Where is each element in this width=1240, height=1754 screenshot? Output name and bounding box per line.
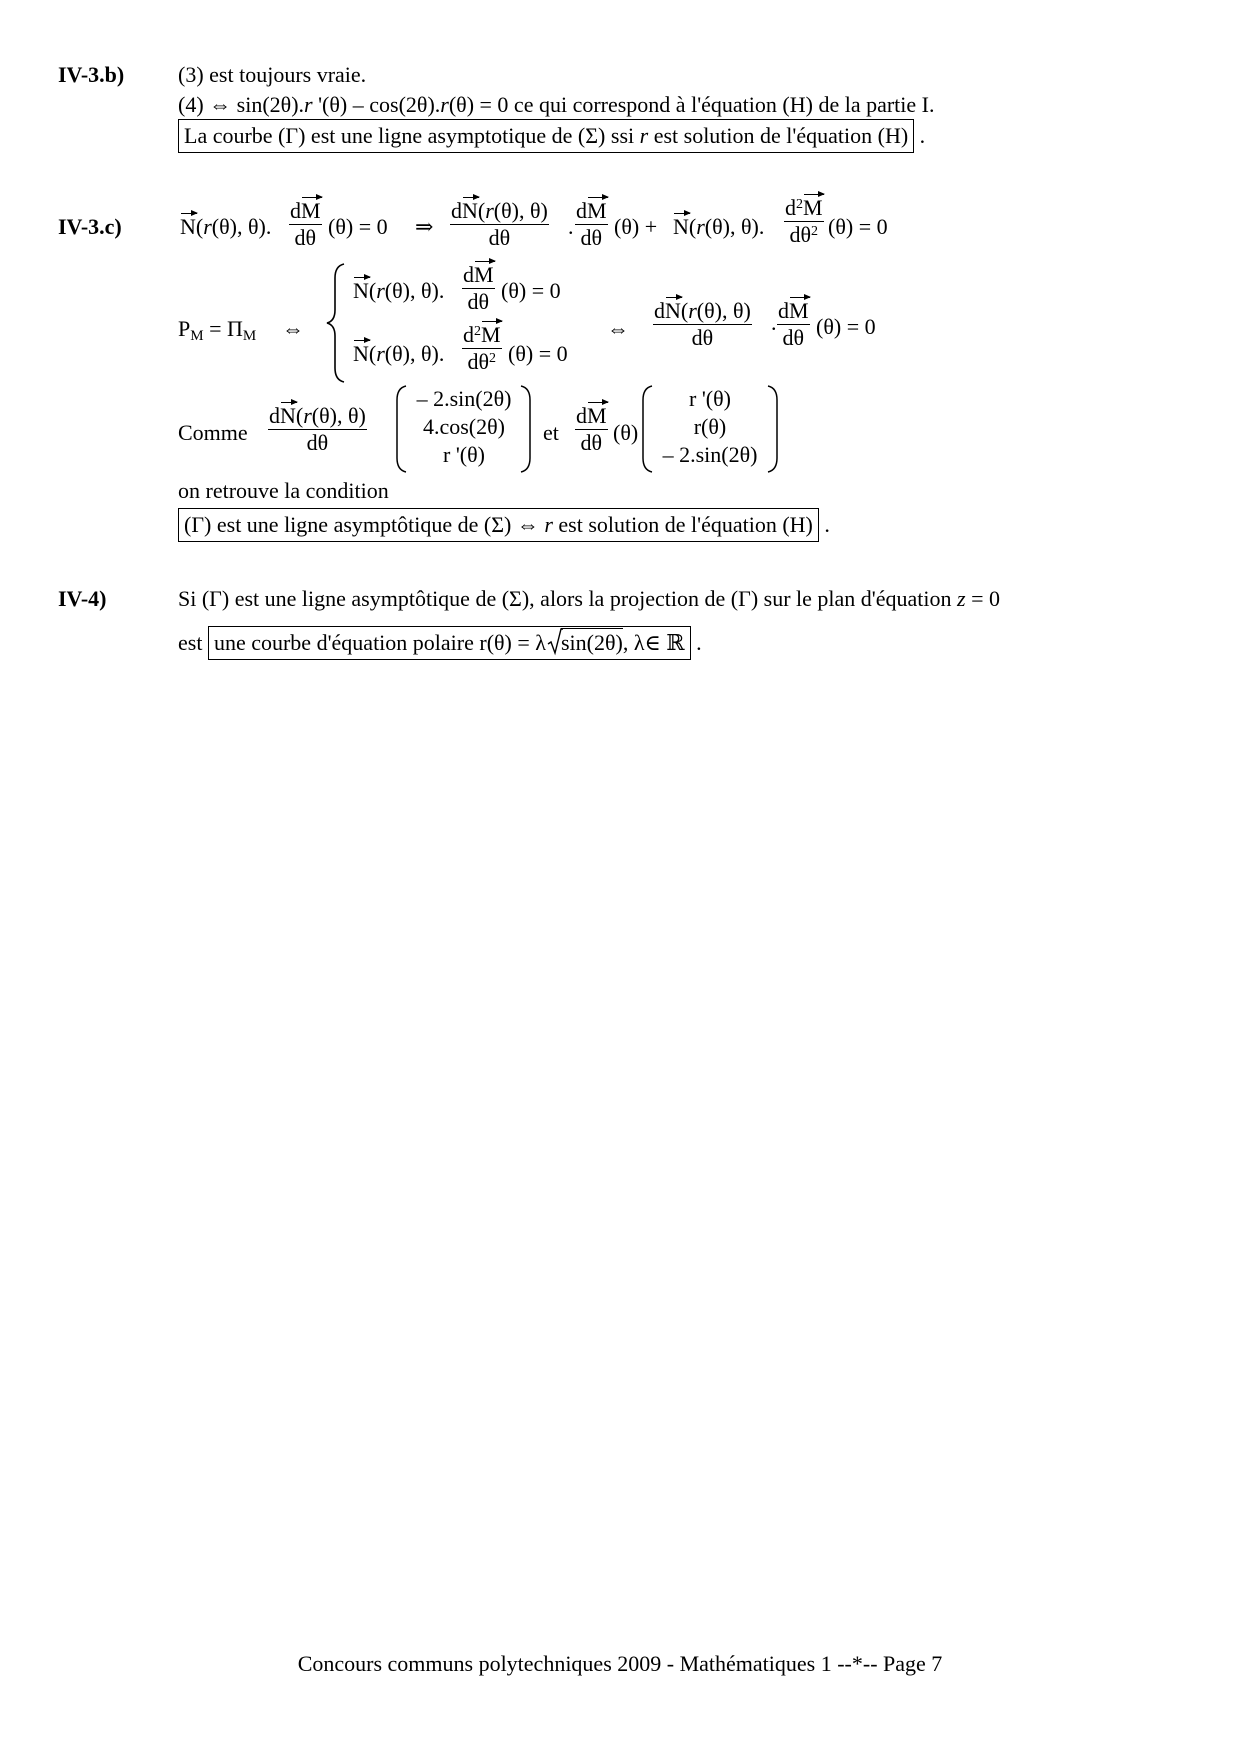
boxed-result	[178, 508, 819, 542]
denominator: dθ	[306, 430, 329, 455]
fraction-dM-dtheta	[575, 405, 608, 454]
arg: (	[477, 198, 486, 223]
eq-part: (4) ⇔ sin(2θ).	[178, 92, 305, 117]
equiv-symbol: ⇔	[607, 316, 629, 341]
d: d	[463, 322, 474, 347]
fraction-dM-dtheta	[462, 264, 495, 313]
arg: (θ), θ)	[493, 198, 548, 223]
var-r: r	[696, 214, 705, 239]
arg: (	[680, 298, 689, 323]
component: – 2.sin(2θ)	[416, 386, 512, 411]
denominator: dθ	[580, 225, 603, 250]
component: r(θ)	[693, 414, 727, 439]
d: d	[290, 198, 301, 223]
dot-operator: .	[568, 214, 574, 239]
var-r: r	[304, 92, 313, 117]
period: .	[696, 630, 702, 655]
fraction-d2M-dtheta2	[784, 197, 824, 246]
d: d	[463, 262, 474, 287]
arg: (θ), θ)	[696, 298, 751, 323]
denominator: dθ	[488, 225, 511, 250]
fraction-dN-dtheta	[450, 200, 549, 249]
exponent: 2	[474, 324, 481, 339]
boxed-text: , λ∈ ℝ	[622, 630, 685, 655]
denominator: dθ	[467, 289, 490, 314]
M-vector: M	[474, 262, 494, 287]
text: = 0	[965, 586, 1000, 611]
statement-line-1: (3) est toujours vraie.	[178, 62, 367, 87]
denominator: dθ	[782, 325, 805, 350]
var-r: r	[639, 123, 649, 148]
right-paren	[519, 384, 533, 474]
normal-vector: N	[353, 341, 369, 366]
subscript: M	[242, 328, 257, 344]
equals-zero: (θ) = 0	[828, 214, 888, 239]
statement-line-2	[178, 94, 935, 116]
M-vector: M	[803, 195, 823, 220]
boxed-text: une courbe d'équation polaire r(θ) = λ	[213, 630, 546, 655]
vector-dM-components	[650, 385, 770, 469]
eq-part: '(θ) – cos(2θ).	[312, 92, 441, 117]
var-r: r	[303, 403, 312, 428]
equals-zero: (θ) = 0	[328, 214, 388, 239]
radicand: sin(2θ)	[560, 630, 623, 655]
arg: (	[195, 214, 204, 239]
P: P	[178, 316, 191, 341]
normal-expr	[353, 280, 444, 302]
d: d	[451, 198, 462, 223]
normal-vector: N	[462, 198, 478, 223]
vector-dN-components	[404, 385, 524, 469]
var-r: r	[376, 278, 385, 303]
M-vector: M	[587, 198, 607, 223]
M-vector: M	[587, 403, 607, 428]
fraction-dM-dtheta	[289, 200, 322, 249]
text: Si (Γ) est une ligne asymptôtique de (Σ), alors la projection de (Γ) sur le plan d'équation	[178, 586, 958, 611]
arg: (	[368, 278, 377, 303]
component: 4.cos(2θ)	[422, 414, 506, 439]
exponent: 2	[811, 224, 819, 239]
exponent: 2	[796, 197, 803, 212]
plane-equality	[178, 316, 257, 344]
fraction-dM-dtheta	[575, 200, 608, 249]
d: d	[269, 403, 280, 428]
M-vector: M	[301, 198, 321, 223]
implies-symbol: ⇒	[415, 214, 434, 239]
boxed-result	[208, 626, 691, 660]
retrouve-text: on retrouve la condition	[178, 478, 389, 503]
normal-vector: N	[280, 403, 296, 428]
arg: (θ), θ).	[211, 214, 272, 239]
section-label-iv-3c: IV-3.c)	[58, 214, 122, 239]
denominator: dθ	[467, 349, 490, 374]
boxed-text: La courbe (Γ) est une ligne asymptotique de (Σ) ssi	[184, 123, 640, 148]
normal-vector: N	[665, 298, 681, 323]
denominator: dθ	[580, 430, 603, 455]
var-r: r	[203, 214, 212, 239]
fraction-dN-dtheta	[268, 405, 367, 454]
equals-zero: (θ) = 0	[501, 278, 561, 303]
arg: (	[368, 341, 377, 366]
boxed-text: (Γ) est une ligne asymptôtique de (Σ) ⇔	[184, 512, 545, 537]
arg: (θ), θ).	[384, 278, 445, 303]
square-root	[547, 632, 623, 654]
eq-pi: = Π	[203, 316, 243, 341]
period: .	[824, 512, 830, 537]
arg: (θ), θ).	[704, 214, 765, 239]
comme-text: Comme	[178, 420, 248, 445]
section-label-iv-3b: IV-3.b)	[58, 62, 125, 87]
boxed-text: est solution de l'équation (H)	[648, 123, 909, 148]
dot-operator: .	[771, 310, 777, 335]
var-r: r	[376, 341, 385, 366]
exponent: 2	[489, 351, 497, 366]
arg: (	[295, 403, 304, 428]
est-text: est	[178, 630, 203, 655]
result-line-3b	[178, 125, 925, 147]
var-r: r	[440, 92, 449, 117]
equals-zero: (θ) = 0	[816, 314, 876, 339]
result-line-3c	[178, 514, 830, 536]
sqrt-sign	[547, 628, 563, 656]
boxed-text: est solution de l'équation (H)	[552, 512, 813, 537]
section-label-iv-4: IV-4)	[58, 586, 107, 611]
fraction-d2M-dtheta2	[462, 324, 502, 373]
equiv-symbol: ⇔	[282, 316, 304, 341]
theta-arg: (θ)	[613, 420, 639, 445]
result-line-4	[178, 632, 702, 654]
right-paren	[766, 384, 780, 474]
arg: (	[688, 214, 697, 239]
fraction-dM-dtheta	[777, 300, 810, 349]
denominator: dθ	[691, 325, 714, 350]
var-z: z	[957, 586, 966, 611]
normal-vector: N	[353, 278, 369, 303]
d: d	[778, 298, 789, 323]
plus-term: (θ) +	[614, 214, 658, 239]
eq-part: (θ) = 0 ce qui correspond à l'équation (H) de la partie I.	[448, 92, 935, 117]
denominator: dθ	[789, 222, 812, 247]
boxed-result	[178, 119, 914, 153]
statement-line	[178, 588, 1000, 610]
d: d	[576, 198, 587, 223]
d: d	[576, 403, 587, 428]
normal-vector: N	[180, 214, 196, 239]
equals-zero: (θ) = 0	[508, 341, 568, 366]
normal-expr	[180, 216, 271, 238]
component: r '(θ)	[443, 442, 485, 467]
et-text: et	[543, 420, 559, 445]
M-vector: M	[789, 298, 809, 323]
var-r: r	[485, 198, 494, 223]
d: d	[654, 298, 665, 323]
var-r: r	[544, 512, 553, 537]
period: .	[919, 123, 926, 148]
normal-vector: N	[673, 214, 689, 239]
subscript: M	[190, 328, 204, 344]
component: r '(θ)	[689, 386, 731, 411]
fraction-dN-dtheta	[653, 300, 752, 349]
arg: (θ), θ).	[384, 341, 445, 366]
normal-expr	[673, 216, 764, 238]
normal-expr	[353, 343, 444, 365]
d: d	[785, 195, 796, 220]
left-brace	[324, 262, 348, 384]
component: – 2.sin(2θ)	[662, 442, 758, 467]
arg: (θ), θ)	[311, 403, 366, 428]
denominator: dθ	[294, 225, 317, 250]
M-vector: M	[481, 322, 501, 347]
page-footer: Concours communs polytechniques 2009 - Mathématiques 1 --*-- Page 7	[297, 1651, 943, 1676]
var-r: r	[688, 298, 697, 323]
